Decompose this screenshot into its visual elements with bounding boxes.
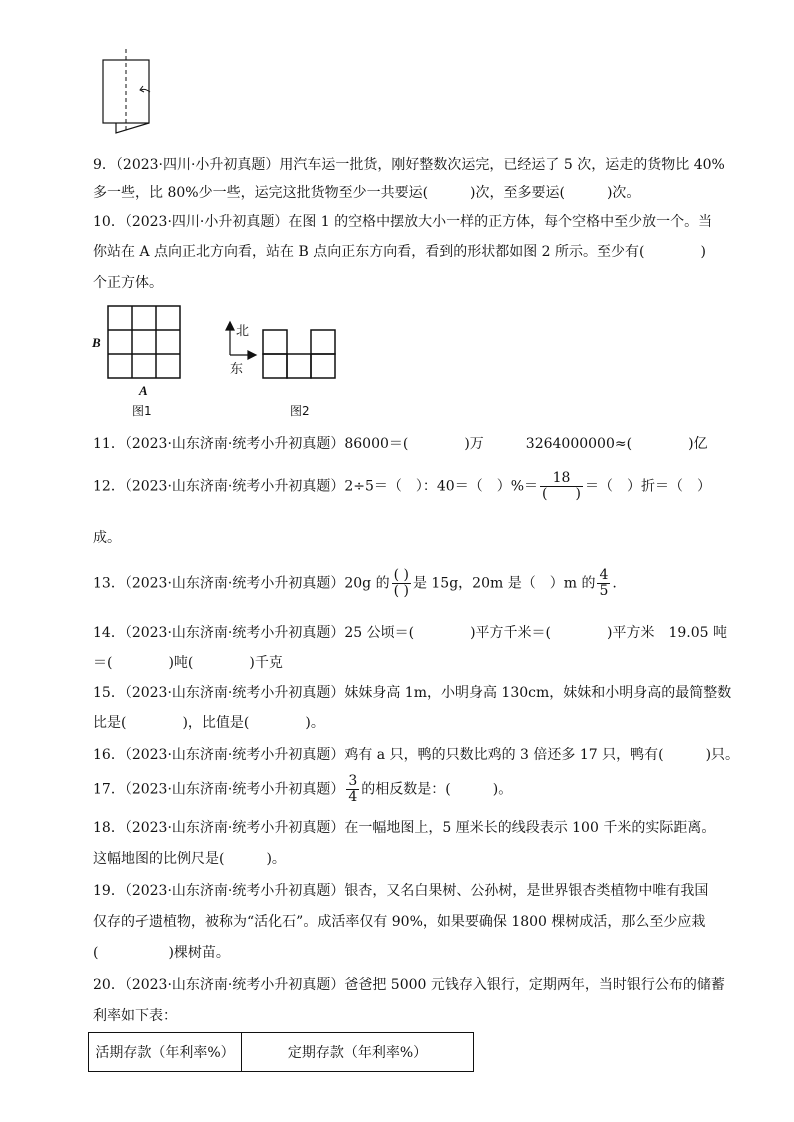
question-12-frac-num: 18 bbox=[540, 471, 583, 487]
question-17-frac-den: 4 bbox=[348, 789, 358, 805]
table-header-demand-deposit: 活期存款（年利率%） bbox=[89, 1033, 242, 1072]
question-17-part-1: 17．（2023·山东济南·统考小升初真题） bbox=[93, 781, 345, 798]
question-17-part-2: 的相反数是：( )。 bbox=[361, 781, 513, 798]
question-13-frac2-den: 5 bbox=[599, 583, 609, 599]
question-16: 16．（2023·山东济南·统考小升初真题）鸡有 a 只，鸭的只数比鸡的 3 倍还多 17 只，鸭有( )只。 bbox=[93, 747, 740, 763]
question-15-line-1: 15．（2023·山东济南·统考小升初真题）妹妹身高 1m，小明身高 130cm，妹妹和小明身高的最简整数 bbox=[93, 685, 732, 701]
east-label: 东 bbox=[230, 362, 244, 377]
question-17-frac-num: 3 bbox=[348, 773, 358, 789]
question-15-line-2: 比是( )，比值是( )。 bbox=[93, 715, 325, 731]
question-19-line-2: 仅存的孑遗植物，被称为“活化石”。成活率仅有 90%，如果要确保 1800 棵树成活，那么至少应栽 bbox=[93, 914, 706, 930]
question-11: 11．（2023·山东济南·统考小升初真题）86000＝( )万 3264000000≈( )亿 bbox=[93, 436, 708, 452]
question-13-frac2-num: 4 bbox=[599, 567, 609, 583]
question-12-fraction bbox=[540, 471, 583, 502]
figure-1-label-a: A bbox=[139, 383, 148, 398]
question-14-line-1: 14．（2023·山东济南·统考小升初真题）25 公顷＝( )平方千米＝( )平方米 19.05 吨 bbox=[93, 625, 727, 641]
question-17-fraction bbox=[346, 774, 359, 805]
question-12-part-2: ＝（ ）折＝（ ） bbox=[584, 478, 711, 495]
question-20-line-1: 20．（2023·山东济南·统考小升初真题）爸爸把 5000 元钱存入银行，定期两年，当时银行公布的储蓄 bbox=[93, 977, 725, 993]
figure-1-caption: 图1 bbox=[132, 404, 152, 418]
question-10-figures bbox=[0, 0, 794, 420]
question-13-part-1: 13．（2023·山东济南·统考小升初真题）20g 的 bbox=[93, 575, 390, 592]
question-14-line-2: ＝( )吨( )千克 bbox=[93, 655, 283, 671]
question-9-line-2: 多一些，比 80%少一些，运完这批货物至少一共要运( )次，至多要运( )次。 bbox=[93, 185, 641, 201]
question-9-line-1: 9．（2023·四川·小升初真题）用汽车运一批货，刚好整数次运完，已经运了 5 次，运走的货物比 40% bbox=[93, 157, 725, 173]
question-20-line-2: 利率如下表： bbox=[93, 1008, 177, 1024]
question-19-line-1: 19．（2023·山东济南·统考小升初真题）银杏，又名白果树、公孙树，是世界银杏类植物中唯有我国 bbox=[93, 883, 709, 899]
figure-2-caption: 图2 bbox=[290, 404, 310, 418]
question-19-line-3: ( )棵树苗。 bbox=[93, 945, 230, 961]
figure-2-shape bbox=[263, 330, 335, 378]
interest-rate-table bbox=[88, 1032, 474, 1072]
question-13-part-3: . bbox=[612, 575, 617, 592]
question-12-line-1 bbox=[93, 471, 711, 502]
question-13-fraction-2 bbox=[597, 568, 610, 599]
question-12-frac-den: ( ) bbox=[542, 486, 581, 502]
question-10-line-3: 个正方体。 bbox=[93, 275, 163, 291]
question-13-part-2: 是 15g，20m 是（ ）m 的 bbox=[412, 575, 596, 592]
table-row bbox=[89, 1033, 474, 1072]
table-header-fixed-deposit: 定期存款（年利率%） bbox=[242, 1033, 474, 1072]
question-13-frac1-num: ( ) bbox=[393, 567, 409, 583]
question-18-line-2: 这幅地图的比例尺是( )。 bbox=[93, 851, 286, 867]
question-12-part-1: 12．（2023·山东济南·统考小升初真题）2÷5＝（ ）：40＝（ ）%＝ bbox=[93, 478, 539, 495]
question-12-line-2: 成。 bbox=[93, 530, 121, 546]
north-label: 北 bbox=[236, 324, 250, 339]
question-13-fraction-1 bbox=[392, 568, 411, 599]
question-13 bbox=[93, 568, 617, 599]
figure-1-label-b: B bbox=[92, 335, 101, 350]
question-10-line-2: 你站在 A 点向正北方向看，站在 B 点向正东方向看，看到的形状都如图 2 所示。至少有( ) bbox=[93, 244, 706, 260]
question-18-line-1: 18．（2023·山东济南·统考小升初真题）在一幅地图上，5 厘米长的线段表示 100 千米的实际距离。 bbox=[93, 820, 716, 836]
figure-1-grid bbox=[108, 306, 180, 378]
question-13-frac1-den: ( ) bbox=[393, 583, 409, 599]
question-17 bbox=[93, 774, 512, 805]
question-10-line-1: 10．（2023·四川·小升初真题）在图 1 的空格中摆放大小一样的正方体，每个空格中至少放一个。当 bbox=[93, 214, 713, 230]
